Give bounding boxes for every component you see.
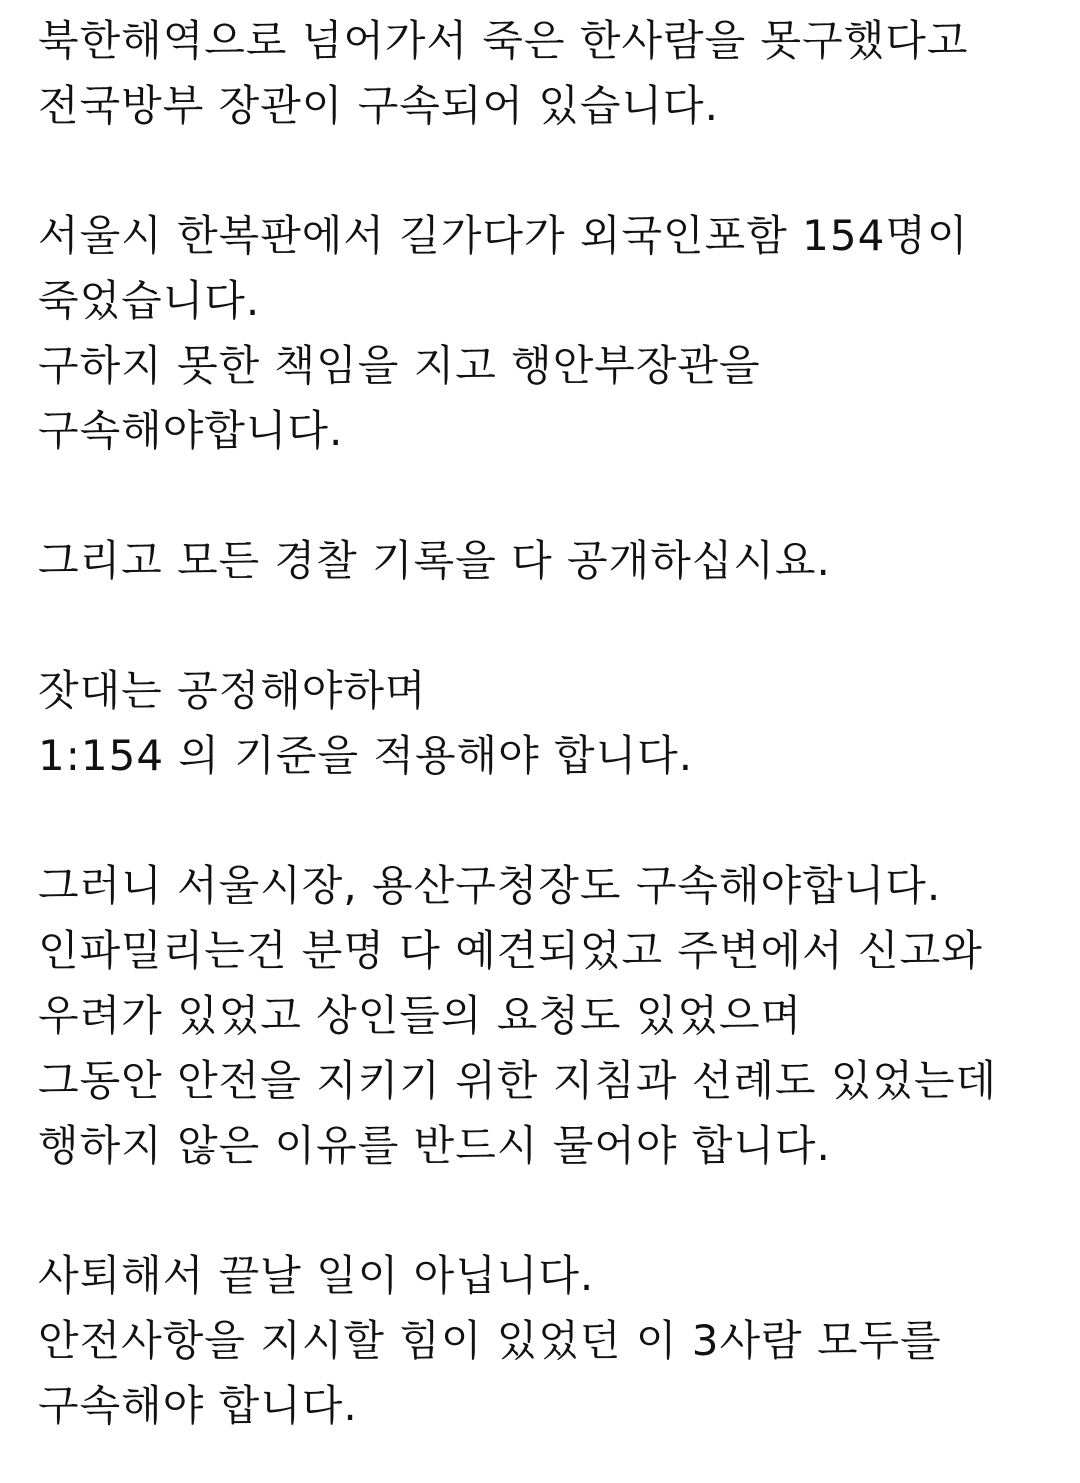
text-line: 구속해야 합니다. bbox=[38, 1381, 358, 1430]
text-line: 죽었습니다. bbox=[38, 276, 261, 325]
text-line: 구속해야합니다. bbox=[38, 406, 344, 455]
text-line: 전국방부 장관이 구속되어 있습니다. bbox=[38, 81, 719, 130]
paragraph-5 bbox=[38, 853, 1068, 1178]
paragraph-spacer bbox=[38, 1178, 1068, 1243]
text-line: 우려가 있었고 상인들의 요청도 있었으며 bbox=[38, 991, 803, 1040]
paragraph-spacer bbox=[38, 593, 1068, 658]
paragraph-6 bbox=[38, 1243, 1068, 1438]
text-line: 서울시 한복판에서 길가다가 외국인포함 154명이 bbox=[38, 211, 969, 260]
text-line: 북한해역으로 넘어가서 죽은 한사람을 못구했다고 bbox=[38, 16, 969, 65]
paragraph-spacer bbox=[38, 138, 1068, 203]
paragraph-spacer bbox=[38, 463, 1068, 528]
text-line: 사퇴해서 끝날 일이 아닙니다. bbox=[38, 1251, 595, 1300]
paragraph-1 bbox=[38, 8, 1068, 138]
document-body bbox=[38, 8, 1068, 1438]
text-line: 1:154 의 기준을 적용해야 합니다. bbox=[38, 731, 694, 780]
text-line: 안전사항을 지시할 힘이 있었던 이 3사람 모두를 bbox=[38, 1316, 942, 1365]
text-line: 그동안 안전을 지키기 위한 지침과 선례도 있었는데 bbox=[38, 1056, 998, 1105]
text-line: 잣대는 공정해야하며 bbox=[38, 666, 427, 715]
paragraph-spacer bbox=[38, 788, 1068, 853]
text-line: 그리고 모든 경찰 기록을 다 공개하십시요. bbox=[38, 536, 831, 585]
text-line: 행하지 않은 이유를 반드시 물어야 합니다. bbox=[38, 1121, 831, 1170]
text-line: 구하지 못한 책임을 지고 행안부장관을 bbox=[38, 341, 761, 390]
paragraph-2 bbox=[38, 203, 1068, 463]
text-line: 인파밀리는건 분명 다 예견되었고 주변에서 신고와 bbox=[38, 926, 983, 975]
paragraph-4 bbox=[38, 658, 1068, 788]
paragraph-3 bbox=[38, 528, 1068, 593]
text-line: 그러니 서울시장, 용산구청장도 구속해야합니다. bbox=[38, 861, 942, 910]
